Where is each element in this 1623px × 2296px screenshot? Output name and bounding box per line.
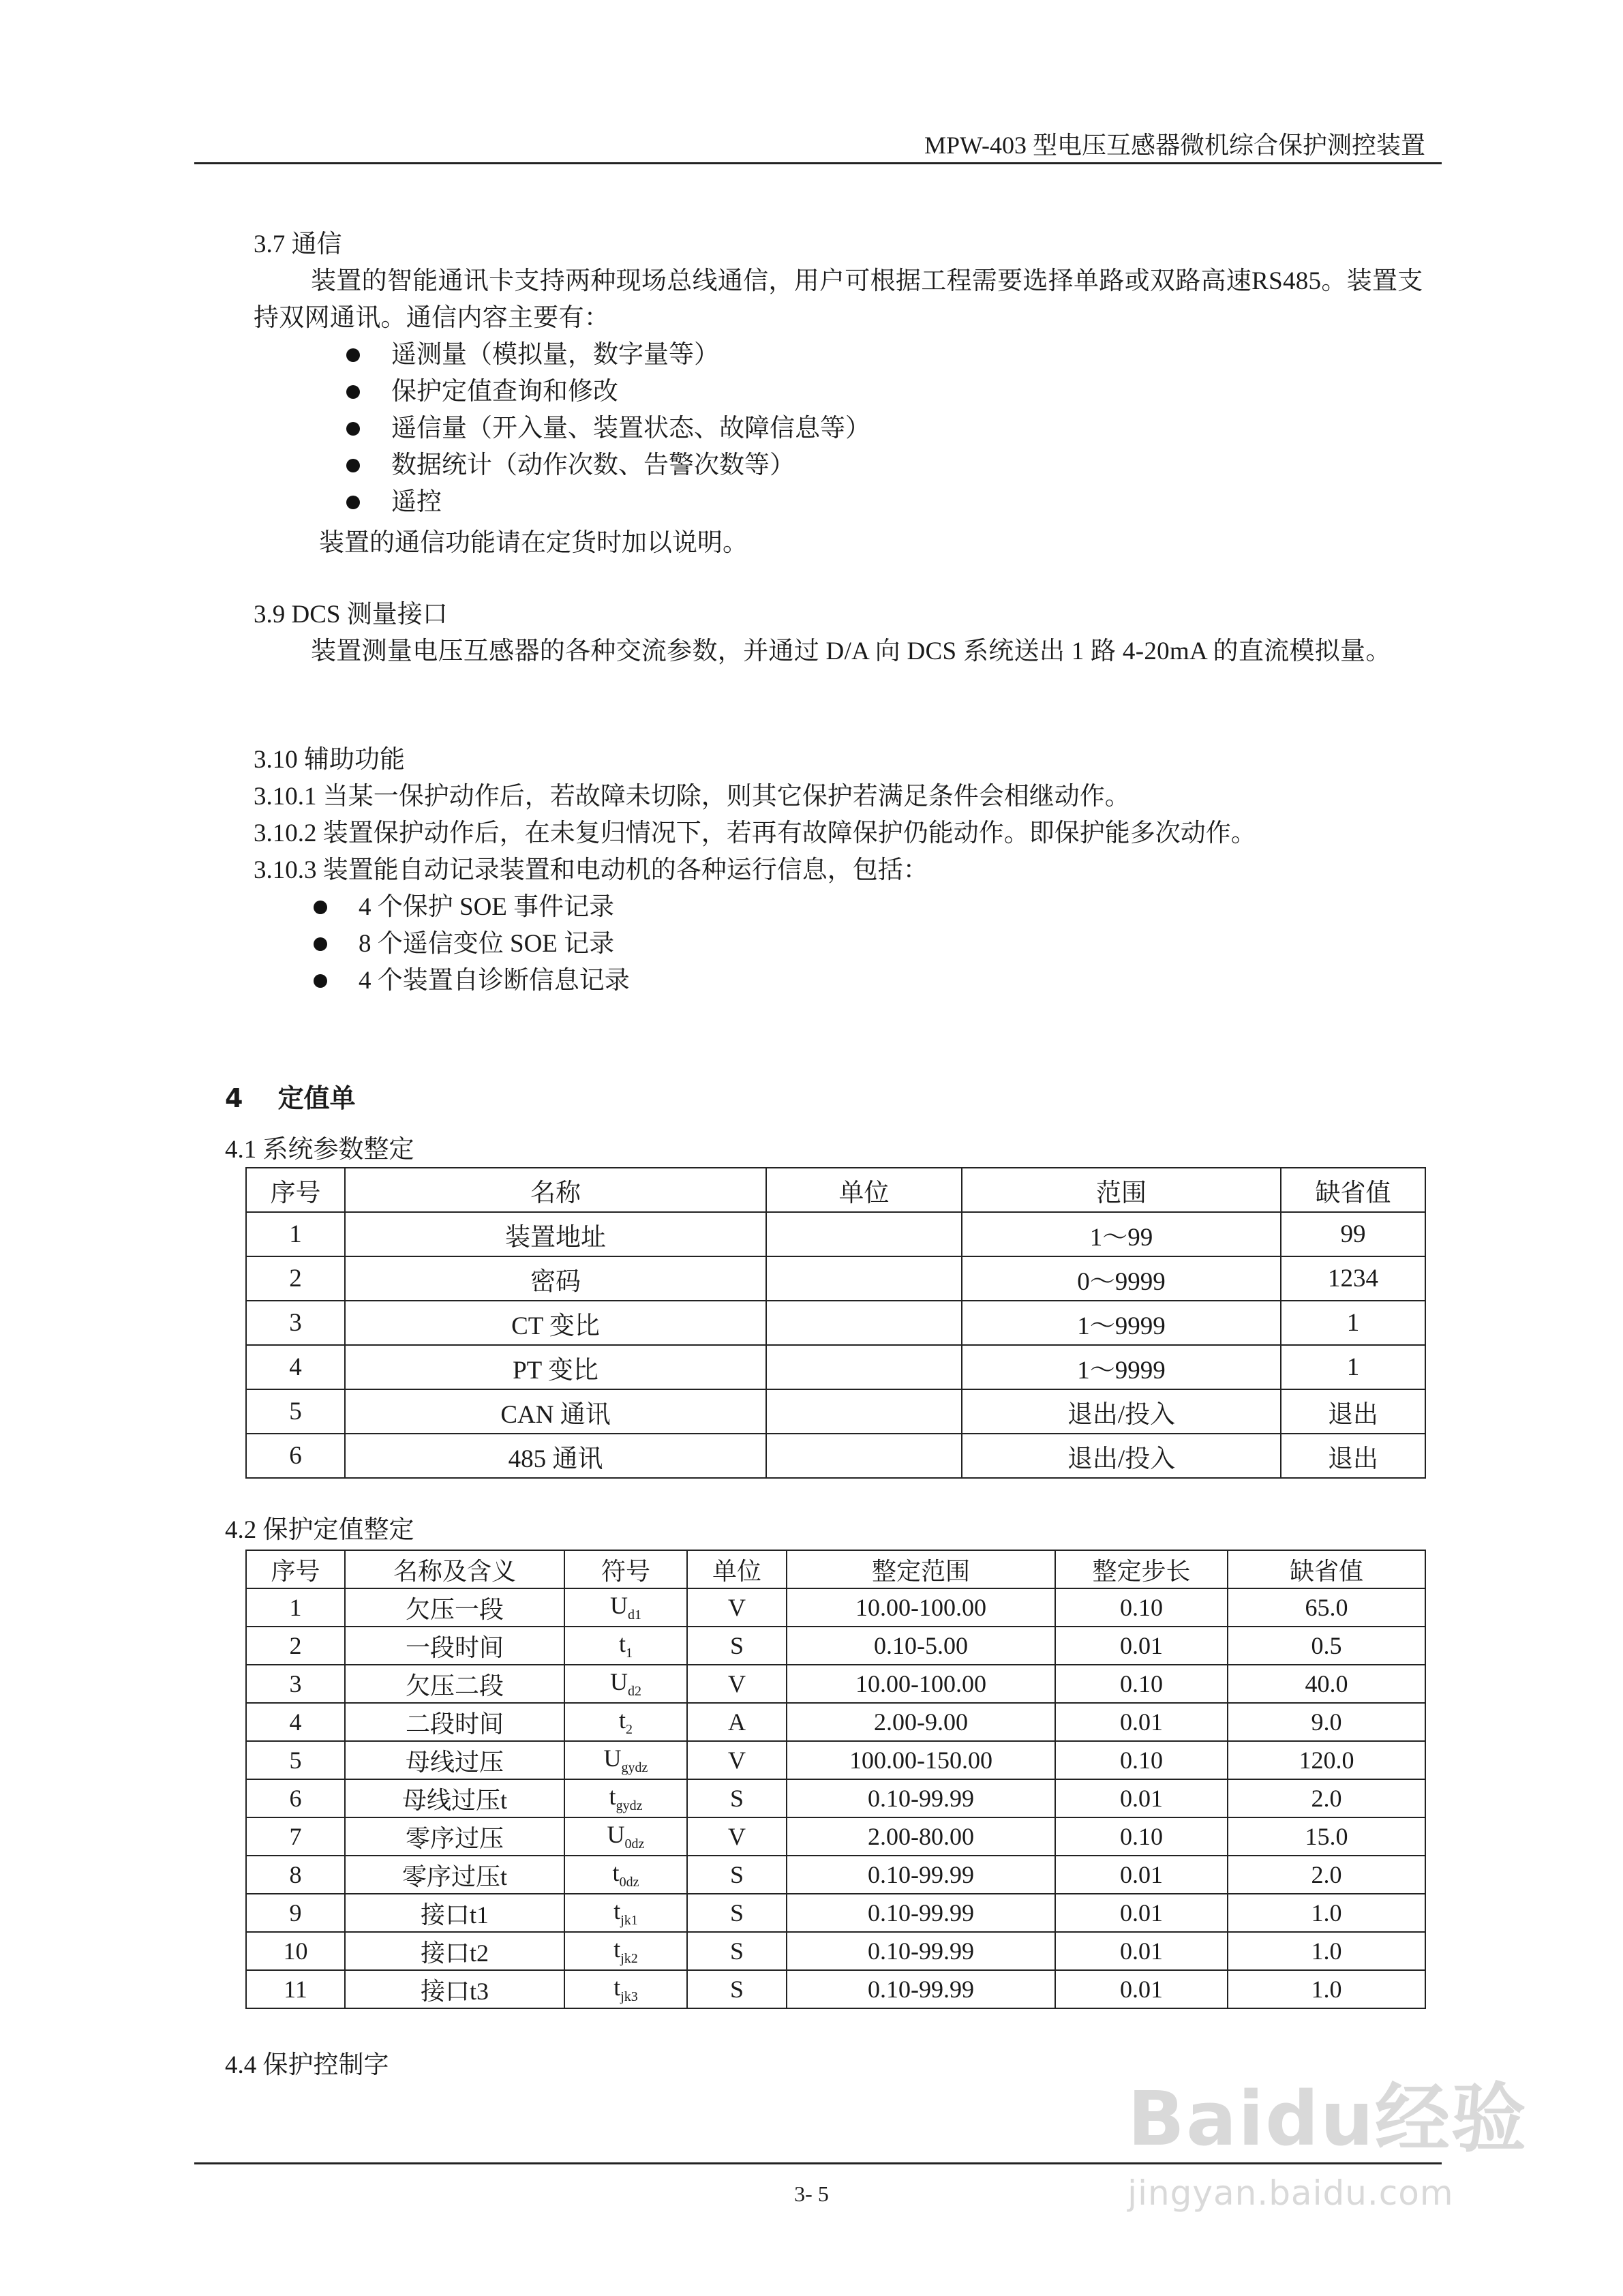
setting-unit: S [687,1932,787,1970]
sec44-title: 4.4 保护控制字 [225,2051,389,2079]
table-cell [766,1301,962,1345]
setting-name: 母线过压 [345,1741,564,1779]
setting-range: 2.00-9.00 [787,1703,1055,1741]
sec42-title: 4.2 保护定值整定 [225,1516,414,1544]
setting-name: 欠压一段 [345,1588,564,1627]
setting-symbol [564,1970,687,2008]
table-row [246,1817,1425,1856]
symbol-subscript: d1 [628,1607,641,1623]
column-header: 序号 [246,1168,345,1212]
table-cell: 1～99 [962,1212,1281,1256]
setting-name: 二段时间 [345,1703,564,1741]
symbol-base: t [613,1935,621,1963]
sec310-line2: 3.10.2 装置保护动作后，在未复归情况下，若再有故障保护仍能动作。即保护能多次动作。 [254,819,1256,847]
setting-symbol [564,1894,687,1932]
table-cell: 退出 [1281,1389,1425,1434]
setting-default: 120.0 [1228,1741,1425,1779]
table-row [246,1932,1425,1970]
system-params-table [245,1167,1426,1479]
column-header: 单位 [687,1550,787,1588]
table-row [246,1894,1425,1932]
table-row [246,1212,1425,1256]
setting-unit: S [687,1894,787,1932]
setting-step: 0.10 [1055,1741,1228,1779]
setting-unit: V [687,1817,787,1856]
symbol-subscript: 0dz [619,1875,639,1890]
table-cell: 1 [246,1212,345,1256]
symbol-subscript: d2 [628,1684,641,1700]
column-header: 名称及含义 [345,1550,564,1588]
symbol-base: t [609,1783,616,1811]
setting-range: 0.10-99.99 [787,1856,1055,1894]
setting-step: 0.01 [1055,1894,1228,1932]
setting-name: 零序过压t [345,1856,564,1894]
setting-unit: S [687,1970,787,2008]
list-item: 4 个保护 SOE 事件记录 [314,889,630,926]
column-header: 序号 [246,1550,345,1588]
table-cell: CAN 通讯 [345,1389,766,1434]
setting-symbol [564,1588,687,1627]
sec37-note: 装置的通信功能请在定货时加以说明。 [319,529,748,557]
setting-unit: S [687,1779,787,1817]
table-cell: 1 [1281,1345,1425,1389]
setting-range: 100.00-150.00 [787,1741,1055,1779]
symbol-base: U [610,1668,628,1696]
column-header: 缺省值 [1281,1168,1425,1212]
bullet-icon [346,385,360,399]
bullet-icon [346,348,360,362]
table-cell: CT 变比 [345,1301,766,1345]
row-number: 2 [246,1627,345,1665]
setting-default: 1.0 [1228,1894,1425,1932]
symbol-base: t [613,1897,621,1925]
setting-symbol [564,1932,687,1970]
symbol-base: U [603,1744,622,1772]
symbol-base: t [613,1974,621,2002]
list-item: 8 个遥信变位 SOE 记录 [314,926,630,963]
table-cell: 1～9999 [962,1301,1281,1345]
list-item: 遥测量（模拟量，数字量等） [346,337,870,374]
setting-default: 0.5 [1228,1627,1425,1665]
table-header-row [246,1168,1425,1212]
setting-name: 零序过压 [345,1817,564,1856]
list-item: 遥信量（开入量、装置状态、故障信息等） [346,410,870,447]
bullet-icon [346,459,360,472]
symbol-subscript: gydz [616,1798,643,1814]
setting-range: 2.00-80.00 [787,1817,1055,1856]
table-cell: PT 变比 [345,1345,766,1389]
table-cell: 退出 [1281,1434,1425,1478]
symbol-subscript: 0dz [624,1837,645,1852]
row-number: 9 [246,1894,345,1932]
table-cell: 0～9999 [962,1256,1281,1301]
setting-name: 母线过压t [345,1779,564,1817]
table-row [246,1741,1425,1779]
table-cell [766,1212,962,1256]
table-row [246,1779,1425,1817]
symbol-subscript: jk2 [620,1951,638,1967]
table-cell [766,1434,962,1478]
setting-step: 0.10 [1055,1588,1228,1627]
row-number: 10 [246,1932,345,1970]
setting-unit: V [687,1665,787,1703]
row-number: 11 [246,1970,345,2008]
table-header-row [246,1550,1425,1588]
sec41-title: 4.1 系统参数整定 [225,1136,414,1164]
setting-default: 15.0 [1228,1817,1425,1856]
table-row [246,1389,1425,1434]
table-row [246,1856,1425,1894]
sec37-para: 装置的智能通讯卡支持两种现场总线通信，用户可根据工程需要选择单路或双路高速RS485。装置支持双网通讯。通信内容主要有： [254,267,1423,332]
column-header: 符号 [564,1550,687,1588]
column-header: 缺省值 [1228,1550,1425,1588]
setting-step: 0.01 [1055,1856,1228,1894]
setting-range: 0.10-99.99 [787,1970,1055,2008]
table-row [246,1256,1425,1301]
table-cell [766,1256,962,1301]
setting-name: 一段时间 [345,1627,564,1665]
table-row [246,1970,1425,2008]
setting-unit: V [687,1588,787,1627]
table-cell: 1～9999 [962,1345,1281,1389]
symbol-subscript: jk1 [620,1913,638,1929]
symbol-subscript: gydz [621,1760,648,1776]
symbol-base: t [618,1706,626,1734]
setting-default: 2.0 [1228,1779,1425,1817]
setting-step: 0.01 [1055,1627,1228,1665]
symbol-base: U [607,1821,625,1849]
setting-unit: S [687,1856,787,1894]
row-number: 4 [246,1703,345,1741]
table-row [246,1588,1425,1627]
setting-name: 接口t3 [345,1970,564,2008]
setting-symbol [564,1703,687,1741]
page-number: 3- 5 [794,2181,829,2206]
row-number: 1 [246,1588,345,1627]
column-header: 单位 [766,1168,962,1212]
setting-name: 欠压二段 [345,1665,564,1703]
table-cell: 2 [246,1256,345,1301]
table-cell: 4 [246,1345,345,1389]
row-number: 5 [246,1741,345,1779]
column-header: 整定范围 [787,1550,1055,1588]
header-divider [194,162,1442,164]
list-item: 保护定值查询和修改 [346,374,870,410]
watermark-logo: Baidu经验 [1127,2075,1528,2162]
setting-unit: S [687,1627,787,1665]
setting-step: 0.01 [1055,1932,1228,1970]
setting-step: 0.10 [1055,1817,1228,1856]
watermark-url: jingyan.baidu.com [1127,2173,1454,2213]
sec310-line3: 3.10.3 装置能自动记录装置和电动机的各种运行信息，包括： [254,856,928,884]
column-header: 范围 [962,1168,1281,1212]
sec310-list [314,889,630,999]
setting-range: 0.10-5.00 [787,1627,1055,1665]
symbol-base: U [610,1592,628,1620]
symbol-subscript: 1 [626,1646,633,1661]
setting-symbol [564,1817,687,1856]
sec37-title: 3.7 通信 [254,230,342,258]
protection-settings-table [245,1550,1426,2009]
table-cell: 6 [246,1434,345,1478]
bullet-icon [314,974,327,988]
table-cell: 99 [1281,1212,1425,1256]
sec39-title: 3.9 DCS 测量接口 [254,601,448,629]
table-cell: 3 [246,1301,345,1345]
list-item: 4 个装置自诊断信息记录 [314,963,630,999]
setting-symbol [564,1665,687,1703]
setting-default: 1.0 [1228,1932,1425,1970]
setting-range: 10.00-100.00 [787,1665,1055,1703]
setting-name: 接口t2 [345,1932,564,1970]
setting-range: 10.00-100.00 [787,1588,1055,1627]
symbol-subscript: 2 [626,1722,633,1738]
list-item: 数据统计（动作次数、告警次数等） [346,447,870,484]
sec310-line1: 3.10.1 当某一保护动作后，若故障未切除，则其它保护若满足条件会相继动作。 [254,783,1130,811]
table-row [246,1627,1425,1665]
row-number: 7 [246,1817,345,1856]
setting-symbol [564,1627,687,1665]
setting-name: 接口t1 [345,1894,564,1932]
setting-step: 0.01 [1055,1703,1228,1741]
setting-default: 1.0 [1228,1970,1425,2008]
table-row [246,1345,1425,1389]
column-header: 名称 [345,1168,766,1212]
sec39-para: 装置测量电压互感器的各种交流参数，并通过 D/A 向 DCS 系统送出 1 路 4-20mA 的直流模拟量。 [311,637,1391,665]
row-number: 6 [246,1779,345,1817]
setting-step: 0.10 [1055,1665,1228,1703]
table-row [246,1434,1425,1478]
row-number: 3 [246,1665,345,1703]
table-cell: 退出/投入 [962,1434,1281,1478]
setting-symbol [564,1856,687,1894]
symbol-subscript: jk3 [620,1989,638,2005]
table-cell: 5 [246,1389,345,1434]
list-item: 遥控 [346,484,870,521]
table-cell: 1 [1281,1301,1425,1345]
table-cell: 485 通讯 [345,1434,766,1478]
table-cell [766,1345,962,1389]
table-row [246,1301,1425,1345]
bullet-icon [346,422,360,436]
header-title: MPW-403 型电压互感器微机综合保护测控装置 [924,132,1425,159]
setting-default: 2.0 [1228,1856,1425,1894]
setting-symbol [564,1741,687,1779]
table-row [246,1665,1425,1703]
column-header: 整定步长 [1055,1550,1228,1588]
bullet-icon [314,937,327,951]
symbol-base: t [618,1630,626,1658]
setting-unit: A [687,1703,787,1741]
setting-unit: V [687,1741,787,1779]
setting-step: 0.01 [1055,1970,1228,2008]
table-cell: 1234 [1281,1256,1425,1301]
setting-range: 0.10-99.99 [787,1779,1055,1817]
watermark [1127,2059,1528,2213]
sec310-title: 3.10 辅助功能 [254,746,405,774]
table-cell [766,1389,962,1434]
symbol-base: t [612,1859,620,1887]
setting-range: 0.10-99.99 [787,1894,1055,1932]
table-cell: 装置地址 [345,1212,766,1256]
table-cell: 退出/投入 [962,1389,1281,1434]
table-cell: 密码 [345,1256,766,1301]
sec37-list [346,337,870,521]
table-row [246,1703,1425,1741]
setting-default: 65.0 [1228,1588,1425,1627]
setting-range: 0.10-99.99 [787,1932,1055,1970]
bullet-icon [314,901,327,914]
sec4-heading: 4 定值单 [225,1083,356,1113]
row-number: 8 [246,1856,345,1894]
setting-symbol [564,1779,687,1817]
bullet-icon [346,496,360,509]
setting-default: 40.0 [1228,1665,1425,1703]
setting-step: 0.01 [1055,1779,1228,1817]
setting-default: 9.0 [1228,1703,1425,1741]
